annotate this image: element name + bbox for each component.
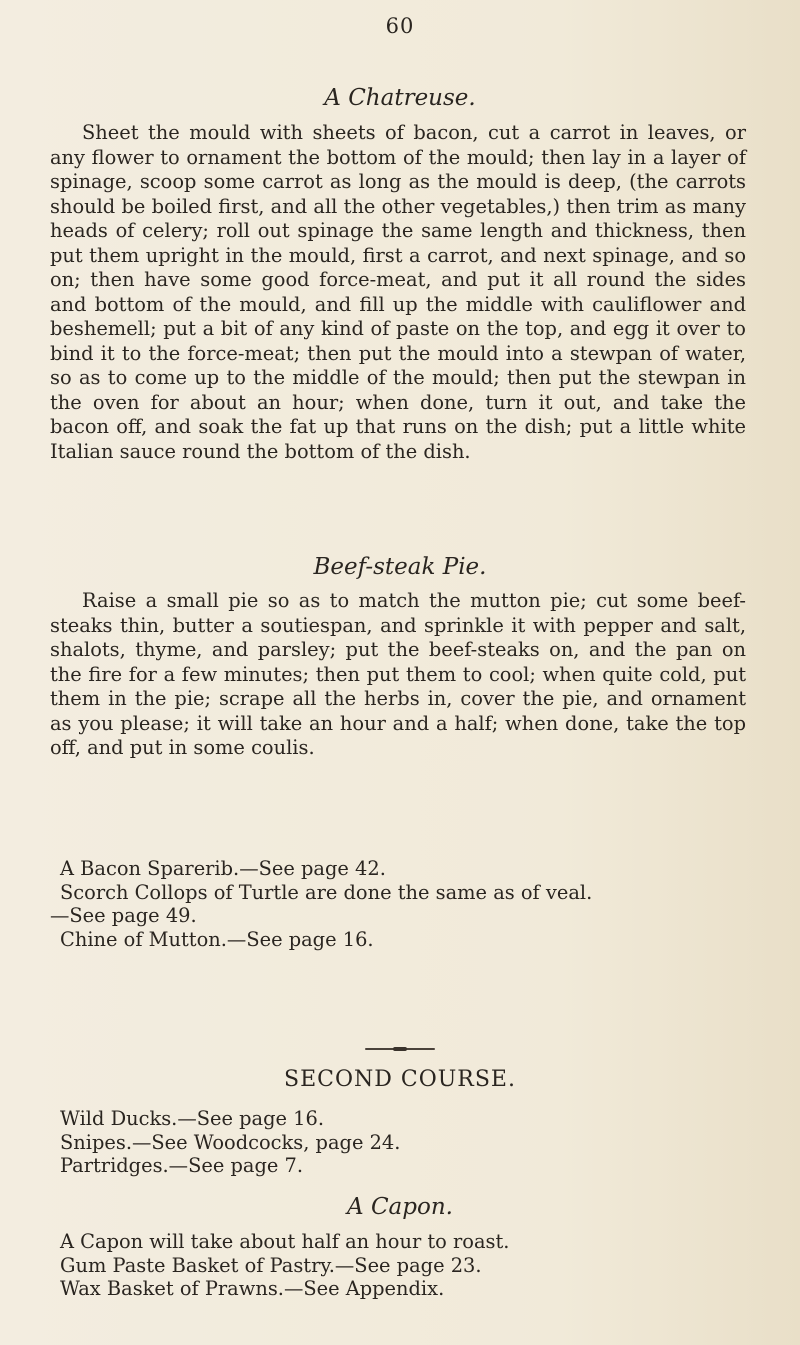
section-title-second-course: SECOND COURSE. [284,1067,516,1092]
reference-entry: Gum Paste Basket of Pastry.—See page 23. [60,1253,482,1277]
reference-entry: Chine of Mutton.—See page 16. [60,927,374,951]
recipe-body-beef-steak-pie: Raise a small pie so as to match the mutton pie; cut some beef-steaks thin, butter a soutiespan, and sprinkle it with pepper and salt, shalots, thyme, and parsley; put the beef-steaks on, and the pan on the fire for a few minutes; then put them to cool; when quite cold, put them in the pie; scrape all the herbs in, cover the pie, and ornament as you please; it will take an hour and a half; when done, take the top off, and put in some coulis. [50,589,746,759]
reference-list-1 [50,857,750,951]
reference-entry: A Capon will take about half an hour to roast. [60,1230,510,1253]
reference-entry: Partridges.—See page 7. [60,1154,303,1177]
reference-entry: —See page 49. [50,904,197,927]
recipe-title-capon: A Capon. [347,1194,453,1220]
reference-list-3 [60,1230,750,1301]
reference-entry: Wax Basket of Prawns.—See Appendix. [60,1277,445,1300]
section-divider [365,1048,435,1050]
recipe-title-beef-steak-pie: Beef-steak Pie. [313,554,487,580]
recipe-title-chatreuse: A Chatreuse. [324,85,476,111]
reference-entry: Snipes.—See Woodcocks, page 24. [60,1130,401,1154]
reference-entry: Wild Ducks.—See page 16. [60,1107,324,1130]
page-number: 60 [385,14,415,38]
reference-entry: Scorch Collops of Turtle are done the same as of veal. [60,880,593,904]
recipe-body-chatreuse: Sheet the mould with sheets of bacon, cut a carrot in leaves, or any flower to ornament the bottom of the mould; then lay in a layer of spinage, scoop some carrot as long as the mould is deep, (the carrots should be boiled first, and all the other vegetables,) then trim as many heads of celery; roll out spinage the same length and thickness, then put them upright in the mould, first a carrot, and next spinage, and so on; then have some good force-meat, and put it all round the sides and bottom of the mould, and fill up the middle with cauliflower and beshemell; put a bit of any kind of paste on the top, and egg it over to bind it to the force-meat; then put the mould into a stewpan of water, so as to come up to the middle of the mould; then put the stewpan in the oven for about an hour; when done, turn it out, and take the bacon off, and soak the fat up that runs on the dish; put a little white Italian sauce round the bottom of the dish. [50,121,746,463]
reference-entry: A Bacon Sparerib.—See page 42. [60,857,386,880]
reference-list-2 [60,1107,750,1178]
